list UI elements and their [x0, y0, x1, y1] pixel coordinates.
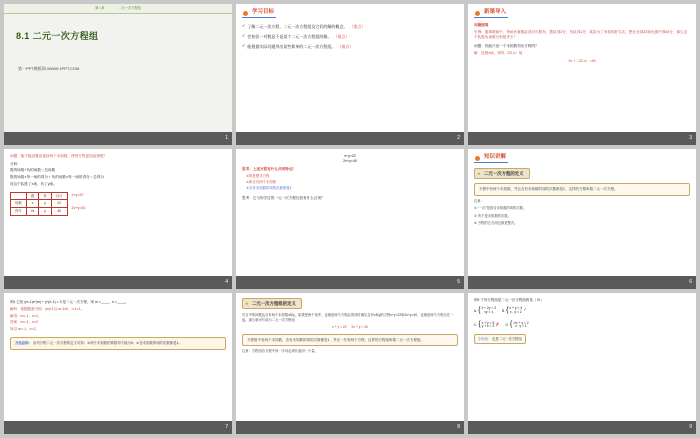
slide-5-footer [236, 276, 464, 289]
table-header: 胜 [26, 192, 39, 200]
tip-text: 由列方程二元一次方程的定义可知：①两个未知数的系数均不能为0；②含未知数的项的次数都是1。 [32, 340, 182, 345]
conclusion-label: 小结论： [478, 336, 492, 341]
equation-1: x + y = 22 [332, 325, 347, 330]
conclusion-box [474, 334, 526, 344]
brace-icon: { [478, 321, 481, 329]
note-line: ③ 方程的左右两边都是整式。 [474, 221, 518, 226]
table-cell: y [39, 208, 51, 216]
method-summary-box [10, 337, 226, 350]
question-label: 问题情境 [474, 23, 489, 28]
option-label: B. [501, 308, 506, 313]
prompt-text: 问题：能不能设置直接设两个未知数，使列方程更加直观呢？ [10, 153, 108, 158]
option-label: A. [474, 308, 478, 313]
note-title: 注意： [474, 198, 484, 203]
table-header: 负 [39, 192, 51, 200]
note-line: ② 所不是未知数的次数。 [474, 213, 511, 218]
check-icon: ✔ [242, 23, 246, 29]
brace-icon: { [506, 307, 509, 315]
bullet-tag: （难点） [337, 44, 354, 50]
slide-6-heading: 知识讲解 [474, 154, 508, 163]
table-cell: x [26, 200, 39, 208]
table-header [11, 192, 27, 200]
check-icon: ✔ [242, 33, 246, 39]
slide-2-body [236, 4, 464, 132]
solution-text: 解：设胜x场，则负（22-x）场 [474, 50, 523, 55]
option-equations [509, 307, 522, 314]
option-label: C. [474, 322, 478, 327]
slide-1-footer [4, 132, 232, 145]
solution-line: 答案：m=-1，n=2 [10, 320, 39, 325]
slide-8-body [236, 293, 464, 421]
question-2: 思考：它与你学过的一元一次方程比较有什么区别？ [242, 196, 325, 201]
slide-9[interactable] [468, 293, 696, 434]
question-text: 引例：篮球联赛中，每场比赛都必须分出胜负，胜队得2分，负队得1分，某队为了争取较好名次，想在全部22场比赛中得40分，那么这个队胜负场数分别是多少？ [474, 30, 688, 40]
note-text: 注意：方程组各方程中同一字母必须代表同一个量。 [242, 349, 318, 354]
topbar-chapter: 第八章 [95, 6, 105, 11]
bullet-tag: （重点） [349, 24, 366, 30]
definition-box [242, 334, 458, 347]
definition-box [474, 183, 690, 196]
system-equations [242, 154, 458, 164]
slide-3-question-block [474, 23, 690, 63]
eq-line: x - y = 2 [509, 309, 522, 314]
option-row-2 [474, 320, 690, 329]
bullet-tag: （难点） [333, 34, 350, 40]
slide-3[interactable] [468, 4, 696, 145]
slide-8-number: 8 [457, 424, 460, 430]
table-row [11, 192, 68, 200]
table-cell: 场数 [11, 200, 27, 208]
slide-4-footer [4, 276, 232, 289]
slide-2-footer [236, 132, 464, 145]
slide-6[interactable] [468, 149, 696, 290]
equation-1: x+y=22 [344, 153, 356, 158]
equation-1: x+y=22 [71, 193, 84, 198]
slide-4-body [4, 149, 232, 277]
slide-2-number: 2 [457, 134, 460, 141]
question-1: 思考：上述方程有什么共同特点？ [242, 167, 296, 172]
eq-line: y + z = 3 [481, 324, 495, 329]
slide-9-number: 9 [689, 424, 692, 430]
slide-6-number: 6 [689, 279, 692, 286]
slide-8[interactable] [236, 293, 464, 434]
equation-2: 2x + y = 40 [351, 325, 368, 330]
eq-line: 1/x + y = 2 [513, 320, 529, 325]
option-equations [513, 322, 528, 329]
feature-item: ②都含有两个未知数 [246, 179, 277, 184]
example-text: 例1 已知 (m-1)x^|m| + y^(n-1) = 3 是二元一次方程，则 m =____，n =____。 [10, 300, 129, 305]
eq-line: x - y = 1 [514, 324, 527, 329]
data-table [10, 192, 68, 216]
slide-3-number: 3 [689, 134, 692, 141]
slide-7[interactable] [4, 293, 232, 434]
eq-line: x + y = 4 [509, 306, 523, 311]
analysis-line: 胜的场数×每一场的得分＋负的场数×每一场的得分＝总得分 [10, 175, 105, 180]
option-a[interactable] [474, 306, 496, 315]
topbar-section: 二元一次方程组 [118, 6, 141, 11]
definition-text: 方程组中有两个未知数，含有未知数的项的次数都是1，并且一共有两个方程，这样的方程组叫做二元一次方程组。 [247, 337, 424, 342]
table-cell: y [39, 200, 51, 208]
slide-7-number: 7 [225, 424, 228, 430]
bullet-text: 了解二元一次方程、二元一次方程组及它们的解的概念。 [247, 24, 348, 30]
slide-7-footer [4, 421, 232, 434]
slide-9-footer [468, 421, 696, 434]
slide-2-heading: 学习目标 [242, 9, 276, 18]
eq-line: x + y = 5 [481, 320, 495, 325]
slide-4[interactable] [4, 149, 232, 290]
list-item [242, 44, 458, 49]
slide-2[interactable] [236, 4, 464, 145]
table-row [11, 208, 68, 216]
analysis-title: 分析： [10, 161, 21, 166]
slide-1-topbar [4, 4, 232, 14]
slide-1-body [4, 4, 232, 132]
slide-8-subheading: ★ 二元一次方程组的定义 [242, 298, 302, 309]
option-equations [482, 322, 495, 329]
subheading-wrap [474, 168, 690, 179]
table-cell: 得分 [11, 208, 27, 216]
analysis-line: 设这个队胜了x场，负了y场。 [10, 182, 57, 187]
slide-1-subtitle: 第一PPT模板网-WWW.1PPT.COM [18, 66, 80, 71]
check-icon: ✔ [242, 43, 246, 49]
eq-line: x + 2y = 3 [481, 306, 496, 311]
tip-title: 方法总结： [15, 340, 32, 345]
table-row [11, 200, 68, 208]
slide-2-bullets [242, 24, 458, 49]
slide-3-body [468, 4, 696, 132]
list-item [242, 34, 458, 39]
check-icon: ✓ [523, 307, 528, 314]
definition-text: 方程中有两个未知数，并且含有未知数的项的次数都是1，这样的方程叫做二元一次方程。 [479, 187, 618, 192]
option-b[interactable] [502, 306, 527, 315]
note-line: ① “一次”是指含未知数的项的次数。 [474, 206, 527, 211]
table-cell: 22 [51, 200, 67, 208]
table-cell: 2x [26, 208, 39, 216]
slide-9-body [468, 293, 696, 421]
solution-line: 所以 m=-1，n=2。 [10, 327, 39, 332]
slide-3-heading: 新课导入 [474, 9, 508, 18]
list-item [242, 24, 458, 29]
option-c[interactable] [474, 320, 500, 329]
slide-5[interactable] [236, 149, 464, 290]
system-equations [242, 325, 458, 329]
feature-item: ③含有未知数的项的次数都是1 [246, 185, 292, 190]
table-header: 合计 [51, 192, 67, 200]
slide-8-footer [236, 421, 464, 434]
eq-line: xy = 1 [484, 309, 494, 314]
cross-icon: ✗ [495, 321, 500, 328]
slide-4-number: 4 [225, 279, 228, 286]
slide-1-title: 8.1 二元一次方程组 [16, 31, 99, 41]
slide-6-body [468, 149, 696, 277]
equation-2: 2x+y=40 [71, 206, 86, 211]
slide-1-number: 1 [225, 134, 228, 141]
bullet-text: 能根据实际问题列出某些简单的二元一次方程组。 [247, 44, 336, 50]
slide-3-footer [468, 132, 696, 145]
conclusion-text: 也是二元一次方程组 [492, 336, 522, 341]
brace-icon: { [478, 307, 481, 315]
ask-text: 问题：你能只设一个未知数列出方程吗？ [474, 43, 539, 48]
analysis-line: 胜的场数+负的场数＝总场数 [10, 168, 56, 173]
option-label: D. [505, 322, 509, 327]
brace-icon: { [509, 321, 513, 329]
equations-column [68, 193, 86, 211]
table-row-group [10, 189, 226, 216]
example-text: 例2 下列方程组是二元一次方程组的是（ B ） [474, 298, 545, 303]
slide-6-footer [468, 276, 696, 289]
feature-item: ①都是整式方程 [246, 173, 270, 178]
option-d[interactable] [506, 320, 529, 329]
slide-5-number: 5 [457, 279, 460, 286]
table-cell: 40 [51, 208, 67, 216]
equation: 2x +（22-x）=40 [568, 58, 596, 63]
slide-7-body [4, 293, 232, 421]
solution-line: 解析：根据题意可知：|m|=1且 m-1≠0，n-1=1， [10, 307, 85, 312]
equation-2: 2x+y=40 [343, 158, 357, 163]
option-equations [481, 307, 495, 314]
slide-6-subheading: ★ 二元一次方程的定义 [474, 168, 530, 179]
bullet-text: 会检验一对数是不是某个二元一次方程组的解。 [247, 34, 332, 40]
option-row-1 [474, 306, 690, 315]
lead-text: 引言中的问题也含有两个未知数x和y，如果把两个条件，也就是两个方程必须同时满足含有x和y的方程x+y=22和2x+y=40，也就是两个方程合在一起，那么就可写成为二元一次方程组 [242, 313, 454, 322]
slide-5-body [236, 149, 464, 277]
solution-line: 解得：m=-1，n=2。 [10, 313, 42, 318]
slide-1[interactable] [4, 4, 232, 145]
